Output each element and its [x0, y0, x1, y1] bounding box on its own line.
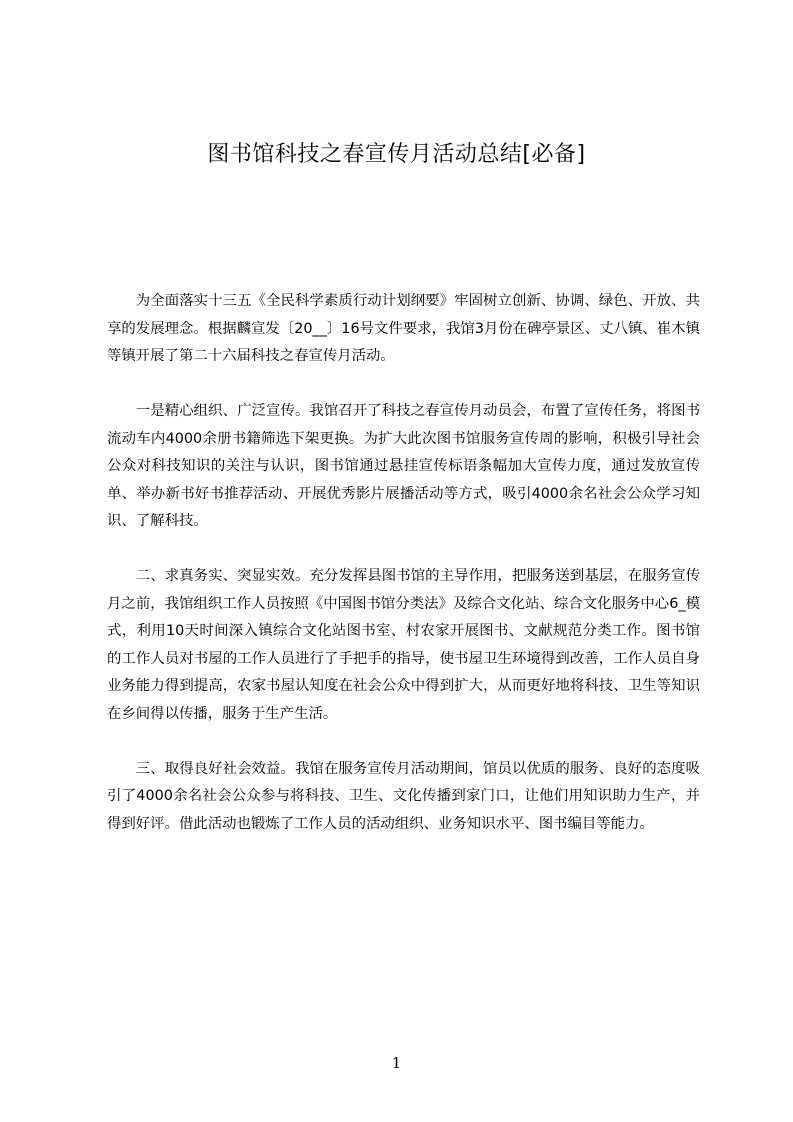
paragraph-effectiveness: 二、求真务实、突显实效。充分发挥县图书馆的主导作用，把服务送到基层，在服务宣传月之前，我馆组织工作人员按照《中国图书馆分类法》及综合文化站、综合文化服务中心6_模式，利用10天时间深入镇综合文化站图书室、村农家开展图书、文献规范分类工作。图书馆的工作人员对书屋的工作人员进行了手把手的指导，使书屋卫生环境得到改善，工作人员自身业务能力得到提高，农家书屋认知度在社会公众中得到扩大，从而更好地将科技、卫生等知识在乡间得以传播，服务于生产生活。: [107, 568, 700, 722]
document-body: [107, 288, 700, 866]
paragraph-social-benefit: 三、取得良好社会效益。我馆在服务宣传月活动期间，馆员以优质的服务、良好的态度吸引了4000余名社会公众参与将科技、卫生、文化传播到家门口，让他们用知识助力生产，并得到好评。借此活动也锻炼了工作人员的活动组织、业务知识水平、图书编目等能力。: [107, 760, 700, 832]
paragraph-organization: 一是精心组织、广泛宣传。我馆召开了科技之春宣传月动员会，布置了宣传任务，将图书流动车内4000余册书籍筛选下架更换。为扩大此次图书馆服务宣传周的影响，积极引导社会公众对科技知识的关注与认识，图书馆通过悬挂宣传标语条幅加大宣传力度，通过发放宣传单、举办新书好书推荐活动、开展优秀影片展播活动等方式，吸引4000余名社会公众学习知识、了解科技。: [107, 403, 700, 529]
paragraph-intro: 为全面落实十三五《全民科学素质行动计划纲要》牢固树立创新、协调、绿色、开放、共享的发展理念。根据麟宣发〔20__〕16号文件要求，我馆3月份在碑亭景区、丈八镇、崔木镇等镇开展了第二十六届科技之春宣传月活动。: [107, 293, 700, 364]
document-title: 图书馆科技之春宣传月活动总结[必备]: [207, 142, 586, 167]
page-number: 1: [391, 1054, 402, 1072]
